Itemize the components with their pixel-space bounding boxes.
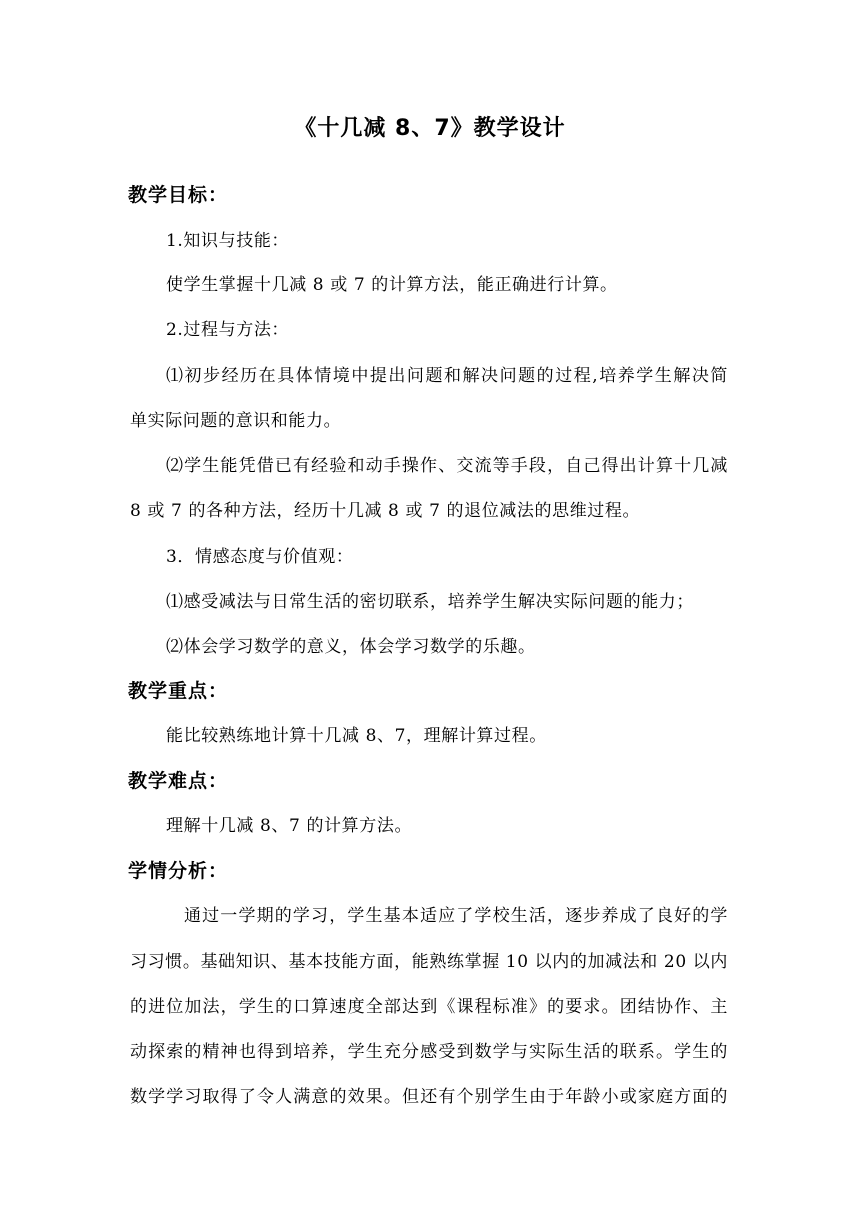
objectives-line: ⑴初步经历在具体情境中提出问题和解决问题的过程,培养学生解决简 — [166, 366, 728, 386]
objectives-line: 使学生掌握十几减 8 或 7 的计算方法，能正确进行计算。 — [166, 275, 618, 295]
objectives-line: 8 或 7 的各种方法，经历十几减 8 或 7 的退位减法的思维过程。 — [130, 501, 641, 521]
objectives-line: ⑴感受减法与日常生活的密切联系，培养学生解决实际问题的能力； — [166, 592, 694, 612]
heading-difficulties: 教学难点： — [128, 770, 229, 792]
analysis-line: 动探索的精神也得到培养，学生充分感受到数学与实际生活的联系。学生的 — [130, 1042, 728, 1062]
objectives-line: ⑵体会学习数学的意义，体会学习数学的乐趣。 — [166, 637, 536, 657]
objectives-line: 单实际问题的意识和能力。 — [130, 411, 342, 431]
heading-analysis: 学情分析： — [128, 860, 229, 882]
key-points-line: 能比较熟练地计算十几减 8、7，理解计算过程。 — [166, 726, 547, 746]
document-title: 《十几减 8、7》教学设计 — [294, 116, 566, 141]
heading-key-points: 教学重点： — [128, 680, 229, 702]
analysis-line: 通过一学期的学习，学生基本适应了学校生活，逐步养成了良好的学 — [184, 906, 728, 926]
heading-objectives: 教学目标： — [128, 184, 229, 206]
objectives-line: 3．情感态度与价值观： — [166, 547, 354, 567]
objectives-line: 1.知识与技能： — [166, 231, 290, 251]
analysis-line: 习习惯。基础知识、基本技能方面，能熟练掌握 10 以内的加减法和 20 以内 — [130, 952, 728, 972]
analysis-line: 数学学习取得了令人满意的效果。但还有个别学生由于年龄小或家庭方面的 — [130, 1087, 728, 1107]
objectives-line: 2.过程与方法： — [166, 320, 290, 340]
objectives-line: ⑵学生能凭借已有经验和动手操作、交流等手段，自己得出计算十几减 — [166, 456, 728, 476]
analysis-line: 的进位加法，学生的口算速度全部达到《课程标准》的要求。团结协作、主 — [130, 997, 728, 1017]
difficulties-line: 理解十几减 8、7 的计算方法。 — [166, 816, 413, 836]
